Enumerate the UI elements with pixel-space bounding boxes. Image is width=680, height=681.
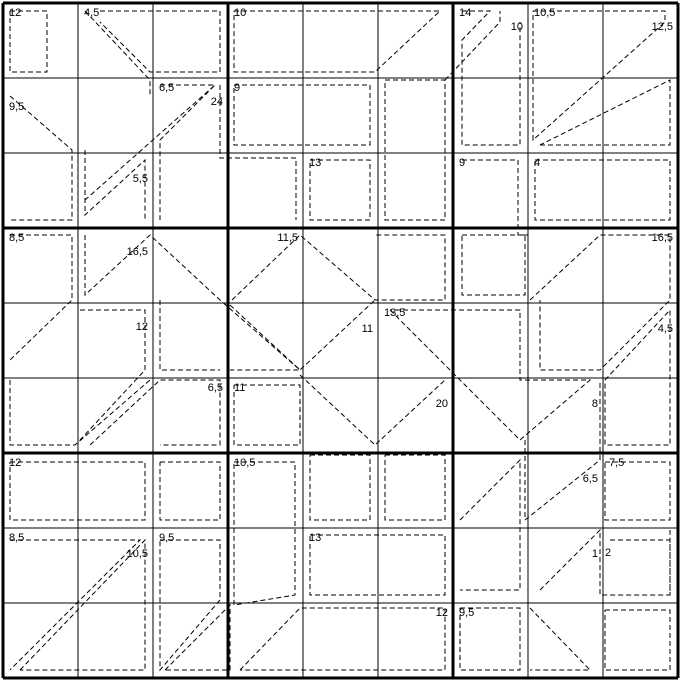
cage-sum-label: 13 [309,532,322,544]
cage-sum-label: 9,5 [459,607,475,619]
cage-sum-label: 10 [234,7,247,19]
cage-sum-label: 10 [510,21,523,33]
cage-sum-label: 4 [534,157,541,169]
cage-sum-label: 4,5 [84,7,100,19]
cage-sum-label: 7,5 [609,457,625,469]
cage-sum-label: 8 [591,398,598,410]
cage-sum-label: 24 [210,96,223,108]
cage-sum-label: 13 [309,157,322,169]
cage-sum-label: 20 [435,398,448,410]
cage-sum-label: 9 [234,82,241,94]
cage-sum-label: 6,5 [582,473,598,485]
cage-sum-label: 11 [234,382,246,394]
cage-sum-label: 4,5 [657,323,673,335]
cage-sum-label: 8,5 [9,532,25,544]
cage-sum-label: 13,5 [384,307,406,319]
cage-sum-label: 14 [459,7,472,19]
cage-sum-label: 10,5 [126,548,148,560]
cage-sum-label: 12 [9,7,22,19]
cage-sum-label: 5,5 [132,173,148,185]
cage-sum-label: 11,5 [277,232,298,244]
cage-sum-label: 10,5 [234,457,256,469]
cage-sum-label: 11 [361,323,373,335]
cage-sum-label: 1 [591,548,598,560]
cage-sum-label: 8,5 [9,232,25,244]
cage-sum-label: 12 [435,607,448,619]
cage-sum-label: 16,5 [651,232,673,244]
cage-sum-label: 9,5 [159,532,175,544]
cage-sum-label: 16,5 [126,246,148,258]
cage-sum-label: 12 [9,457,22,469]
cage-sum-label: 10,5 [534,7,556,19]
cage-sum-label: 9,5 [9,101,25,113]
cage-sum-label: 12 [135,321,148,333]
cage-sum-label: 6,5 [159,82,175,94]
cage-sum-label: 12,5 [651,21,673,33]
cage-sum-label: 9 [459,157,466,169]
cage-sum-label: 6,5 [207,382,223,394]
cage-sum-label: 2 [605,547,612,559]
